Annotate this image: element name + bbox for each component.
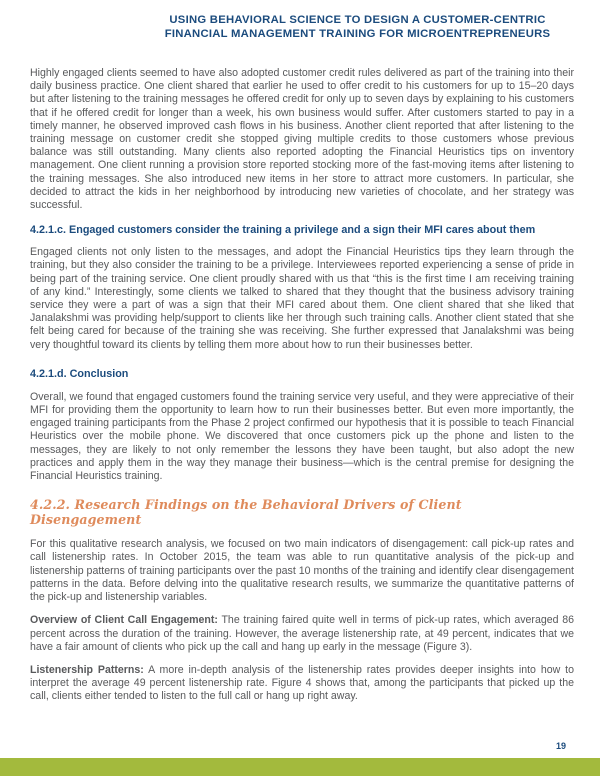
document-header [0, 0, 600, 41]
lead-overview-call-engagement: Overview of Client Call Engagement: [30, 614, 218, 627]
paragraph-training-privilege: Engaged clients not only listen to the messages, and adopt the Financial Heuristics tips they learn through the training, but they also consider the training to be a privilege. Interviewees reported experiencing a sense of pride in being part of the training service. One client proudly shared with us that “this is the first time I am receiving training of any kind.” Interestingly, some clients we talked to shared that they thought that the business advisory training service they were a part of was a sign that their MFI cared about them. One client shared that she liked that Janalakshmi was providing help/support to clients like her through such training calls. Another client stated that she felt being cared for because of the training she was receiving. She further expressed that Janalakshmi was being very thoughtful toward its clients by telling them more about how to run their businesses better. [30, 246, 574, 351]
heading-4-2-2: 4.2.2. Research Findings on the Behavioral Drivers of Client Disengagement [30, 497, 462, 528]
text-overview-call-engagement: The training faired quite well in terms of pick-up rates, which averaged 86 percent across the duration of the training. However, the average listenership rate, at 49 percent, indicates that we have a fair amount of clients who pick up the call and hang up early in the message (Figure 3). [30, 614, 575, 653]
lead-listenership-patterns: Listenership Patterns: [30, 663, 144, 676]
paragraph-conclusion: Overall, we found that engaged customers found the training service very useful, and they were appreciative of their MFI for providing them the opportunity to learn how to run their businesses better. But even more importantly, the engaged training participants from the Phase 2 project confirmed our hypothesis that it is possible to teach Financial Heuristics over the mobile phone. We discovered that once customers pick up the phone and listen to the messages, they are likely to not only remember the lessons they have been taught, but also adopt the new practices and apply them in the way they manage their business—which is the central premise for designing the Financial Heuristics training. [30, 390, 574, 483]
heading-4-2-1-c: 4.2.1.c. Engaged customers consider the training a privilege and a sign their MFI cares about them [30, 224, 536, 237]
footer-green-bar [0, 758, 600, 776]
header-title-line-1: USING BEHAVIORAL SCIENCE TO DESIGN A CUSTOMER-CENTRIC [169, 14, 546, 26]
header-title-line-2: FINANCIAL MANAGEMENT TRAINING FOR MICROENTREPRENEURS [164, 27, 551, 40]
page-number: 19 [555, 741, 566, 751]
document-body [0, 67, 600, 704]
paragraph-overview-call-engagement [30, 614, 574, 654]
paragraph-listenership-patterns [30, 664, 574, 704]
paragraph-engaged-clients-credit-rules: Highly engaged clients seemed to have also adopted customer credit rules delivered as part of the training into their daily business practice. One client shared that earlier he used to offer credit to his customers for up to 15–20 days but after listening to the training messages he offered credit for only up to seven days by explaining to his customers that if he offered credit for longer than a week, his own business would suffer. After customers started to pay in a timely manner, he observed improved cash flows in his business. Another client reported that after listening to the training message on customer credit she stopped giving multiple credits to those customers whose previous balance was still outstanding. Many clients also reported adopting the Financial Heuristics tips on inventory management. One client running a provision store reported stocking more of the fast-moving items after listening to the training messages. She also introduced new items in her store to attract more customers. In particular, she decided to attract the kids in her neighborhood by introducing new varieties of chocolate, and her strategy was successful. [30, 67, 574, 212]
paragraph-disengagement-indicators: For this qualitative research analysis, we focused on two main indicators of disengagement: call pick-up rates and call listenership rates. In October 2015, the team was able to run quantitative analysis of the pick-up and listenership patterns of training participants over the past 10 months of the training and identify clear disengagement patterns in the data. Before delving into the qualitative research results, we summarize the quantitative patterns of the pick-up and listenership variables. [30, 538, 574, 604]
heading-4-2-1-d: 4.2.1.d. Conclusion [30, 367, 129, 380]
text-listenership-patterns: A more in-depth analysis of the listenership rates provides deeper insights into how to interpret the average 49 percent listenership rate. Figure 4 shows that, among the participants that picked up the call, clients either tended to listen to the full call or hang up right away. [30, 663, 574, 703]
